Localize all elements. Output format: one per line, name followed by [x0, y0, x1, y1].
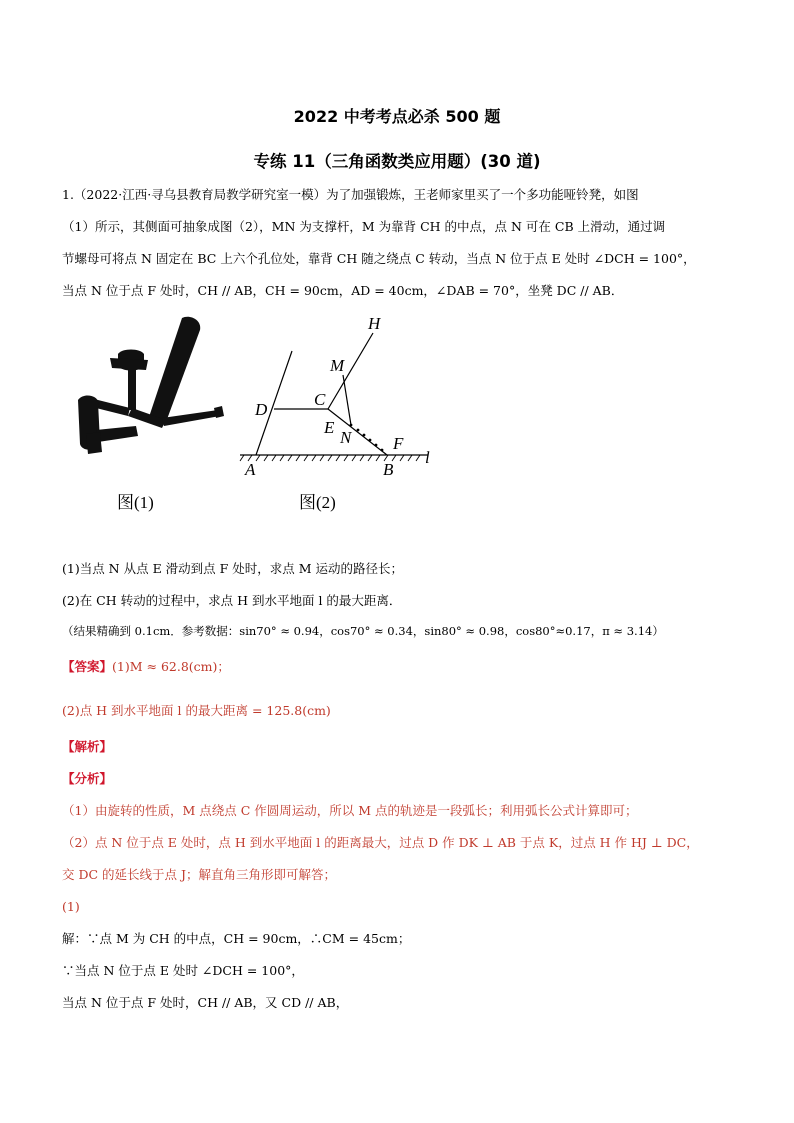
jiexi-label: 【解析】 — [62, 739, 113, 754]
figure-2-caption: 图(2) — [299, 493, 336, 512]
bench-photo-figure — [70, 310, 230, 470]
label-l: l — [425, 448, 430, 467]
question-2: (2)在 CH 转动的过程中，求点 H 到水平地面 l 的最大距离． — [62, 593, 402, 608]
answer-label: 【答案】 — [62, 659, 113, 674]
document-title: 2022 中考考点必杀 500 题 — [293, 107, 501, 126]
geometry-diagram — [230, 305, 440, 485]
label-E: E — [324, 418, 335, 437]
analysis-part-2b: 交 DC 的延长线于点 J；解直角三角形即可解答； — [62, 867, 337, 882]
reference-data: （结果精确到 0.1cm．参考数据：sin70° ≈ 0.94，cos70° ≈ 0.34，sin80° ≈ 0.98，cos80°≈0.17，π ≈ 3.14） — [62, 624, 664, 638]
label-A: A — [245, 460, 256, 479]
label-M: M — [330, 356, 345, 375]
problem-line-2: （1）所示，其侧面可抽象成图（2），MN 为支撑杆，M 为靠背 CH 的中点，点 N 可在 CB 上滑动，通过调 — [62, 219, 666, 234]
fenxi-label: 【分析】 — [62, 771, 113, 786]
label-C: C — [314, 390, 326, 409]
analysis-part-1: （1）由旋转的性质，M 点绕点 C 作圆周运动，所以 M 点的轨迹是一段弧长；利用弧长公式计算即可； — [62, 803, 638, 818]
label-F: F — [393, 434, 404, 453]
solution-part-label: (1) — [62, 899, 80, 914]
question-1: (1)当点 N 从点 E 滑动到点 F 处时，求点 M 运动的路径长； — [62, 561, 404, 576]
problem-line-1: 1.（2022·江西·寻乌县教育局教学研究室一模）为了加强锻炼，王老师家里买了一个多功能哑铃凳，如图 — [62, 187, 639, 202]
label-D: D — [255, 400, 268, 419]
label-N: N — [340, 428, 352, 447]
document-subtitle: 专练 11（三角函数类应用题）(30 道) — [253, 152, 541, 171]
label-B: B — [383, 460, 394, 479]
answer-2: (2)点 H 到水平地面 l 的最大距离 = 125.8(cm) — [62, 703, 331, 718]
answer-1: (1)M ≈ 62.8(cm)； — [112, 659, 230, 674]
label-H: H — [368, 314, 381, 333]
solution-line-2: ∵当点 N 位于点 E 处时 ∠DCH = 100°， — [62, 963, 304, 978]
answer-line-1 — [62, 658, 230, 676]
problem-line-4: 当点 N 位于点 F 处时，CH // AB，CH = 90cm，AD = 40cm，∠DAB = 70°，坐凳 DC // AB． — [62, 283, 624, 298]
figure-1-caption: 图(1) — [117, 493, 154, 512]
solution-line-3: 当点 N 位于点 F 处时，CH // AB，又 CD // AB， — [62, 995, 349, 1010]
problem-line-3: 节螺母可将点 N 固定在 BC 上六个孔位处，靠背 CH 随之绕点 C 转动，当点 N 位于点 E 处时 ∠DCH = 100°， — [62, 251, 696, 266]
solution-line-1: 解：∵点 M 为 CH 的中点，CH = 90cm，∴CM = 45cm； — [62, 931, 411, 946]
analysis-part-2a: （2）点 N 位于点 E 处时，点 H 到水平地面 l 的距离最大，过点 D 作 DK ⊥ AB 于点 K，过点 H 作 HJ ⊥ DC， — [62, 835, 699, 850]
